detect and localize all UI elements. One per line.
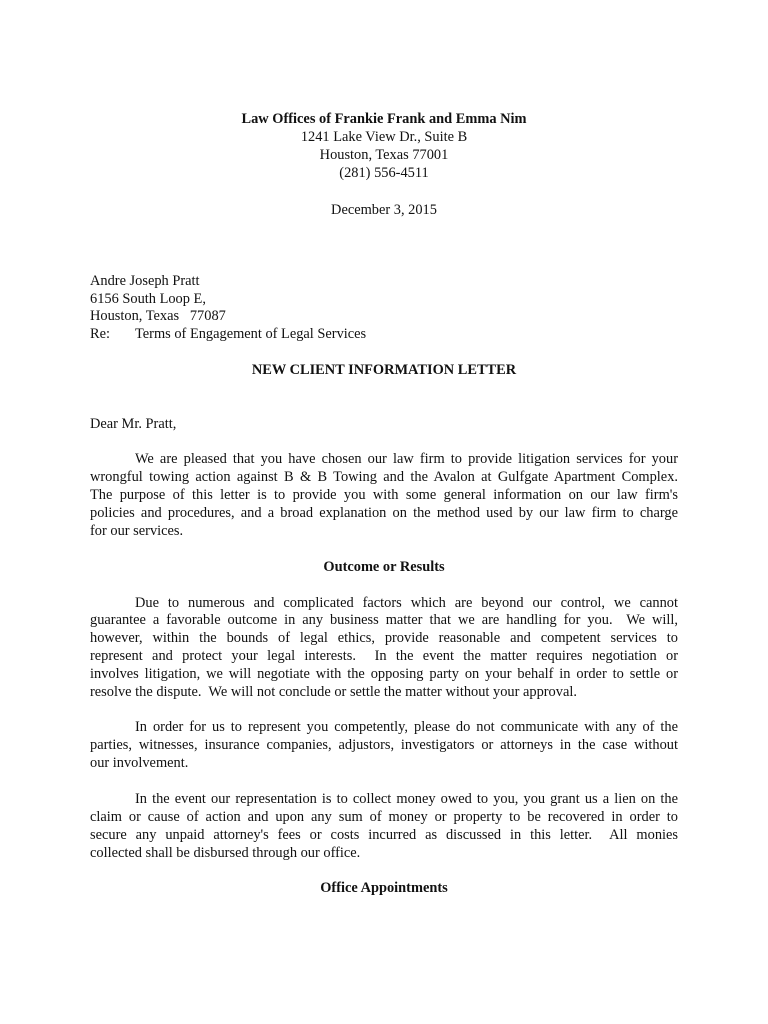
re-text: Terms of Engagement of Legal Services [135,326,367,342]
paragraph-line: guarantee a favorable outcome in any business matter that we are handling for you. We will, [90,612,678,628]
paragraph-line: for our services. [90,523,184,539]
recipient-street: 6156 South Loop E, [90,291,206,307]
firm-address-line1: 1241 Lake View Dr., Suite B [300,129,468,145]
paragraph-line: our involvement. [90,755,189,771]
re-line [90,325,366,343]
paragraph-line: collected shall be disbursed through our office. [90,845,361,861]
paragraph-line: resolve the dispute. We will not conclude or settle the matter without your approval. [90,684,577,700]
re-label: Re: [90,326,110,342]
paragraph-line: however, within the bounds of legal ethics, provide reasonable and competent services to [90,630,678,646]
recipient-name: Andre Joseph Pratt [90,273,200,289]
firm-address-line2: Houston, Texas 77001 [319,147,449,163]
paragraph-line: We are pleased that you have chosen our law firm to provide litigation services for your [135,451,678,467]
firm-name: Law Offices of Frankie Frank and Emma Nim [241,111,527,127]
paragraph-line: The purpose of this letter is to provide you with some general information on our law firm's [90,487,678,503]
section-heading-outcome: Outcome or Results [323,559,445,575]
paragraph-line: claim or cause of action and upon any sum of money or property to be recovered in order to [90,809,678,825]
paragraph-line: secure any unpaid attorney's fees or costs incurred as discussed in this letter. All monies [90,827,678,843]
paragraph-line: represent and protect your legal interests. In the event the matter requires negotiation or [90,648,678,664]
paragraph-line: parties, witnesses, insurance companies, adjustors, investigators or attorneys in the case without [90,737,678,753]
letter-title: NEW CLIENT INFORMATION LETTER [251,362,517,378]
paragraph-line: In the event our representation is to collect money owed to you, you grant us a lien on the [135,791,678,807]
paragraph-line: Due to numerous and complicated factors which are beyond our control, we cannot [135,595,678,611]
salutation: Dear Mr. Pratt, [90,416,177,432]
paragraph-line: In order for us to represent you competently, please do not communicate with any of the [135,719,678,735]
letter-date: December 3, 2015 [331,202,437,218]
section-heading-office: Office Appointments [320,880,448,896]
recipient-city: Houston, Texas 77087 [90,308,226,324]
firm-phone: (281) 556-4511 [339,165,429,181]
paragraph-line: policies and procedures, and a broad explanation on the method used by our law firm to charge [90,505,678,521]
paragraph-line: wrongful towing action against B & B Towing and the Avalon at Gulfgate Apartment Complex. [90,469,678,485]
paragraph-line: involves litigation, we will negotiate with the opposing party on your behalf in order to settle or [90,666,678,682]
